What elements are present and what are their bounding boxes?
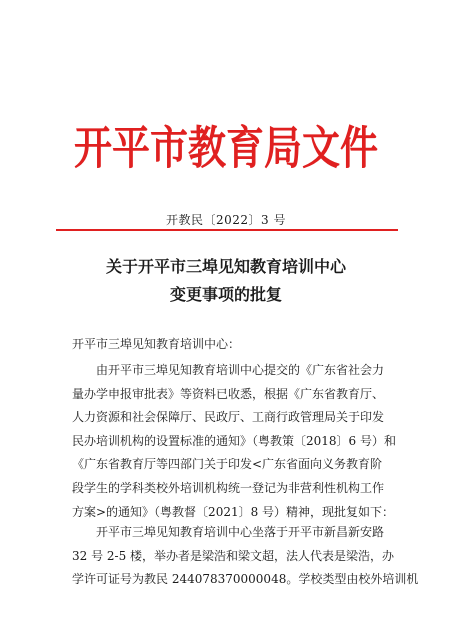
paragraph-line: 方案>的通知》（粤教督〔2021〕8 号）精神，现批复如下： (72, 504, 395, 519)
paragraph-line: 由开平市三埠见知教育培训中心提交的《广东省社会力 (72, 363, 385, 377)
paragraph-line: 人力资源和社会保障厅、民政厅、工商行政管理局关于印发 (72, 410, 385, 425)
document-title-line-1: 关于开平市三埠见知教育培训中心 (105, 257, 346, 276)
paragraph-line: 学许可证号为教民 244078370000048。学校类型由校外培训机 (72, 572, 419, 587)
paragraph-line: 民办培训机构的设置标准的通知》（粤教策〔2018〕6 号）和 (72, 433, 396, 448)
document-issuer-header: 开平市教育局文件 (73, 121, 378, 175)
paragraph-line: 段学生的学科类校外培训机构统一登记为非营利性机构工作 (72, 480, 385, 495)
body-paragraph-2 (72, 521, 419, 592)
document-title-line-2: 变更事项的批复 (169, 285, 282, 304)
document-number: 开教民〔2022〕3 号 (166, 213, 286, 227)
paragraph-line: 开平市三埠见知教育培训中心坐落于开平市新昌新安路 (72, 525, 385, 539)
red-divider-line (56, 229, 398, 231)
addressee: 开平市三埠见知教育培训中心： (72, 337, 241, 351)
body-paragraph-1 (72, 359, 396, 524)
paragraph-line: 《广东省教育厅等四部门关于印发<广东省面向义务教育阶 (72, 457, 383, 472)
paragraph-line: 量办学申报审批表》等资料已收悉，根据《广东省教育厅、 (72, 386, 385, 401)
paragraph-line: 32 号 2-5 楼，举办者是梁浩和梁文超，法人代表是梁浩，办 (72, 548, 395, 563)
